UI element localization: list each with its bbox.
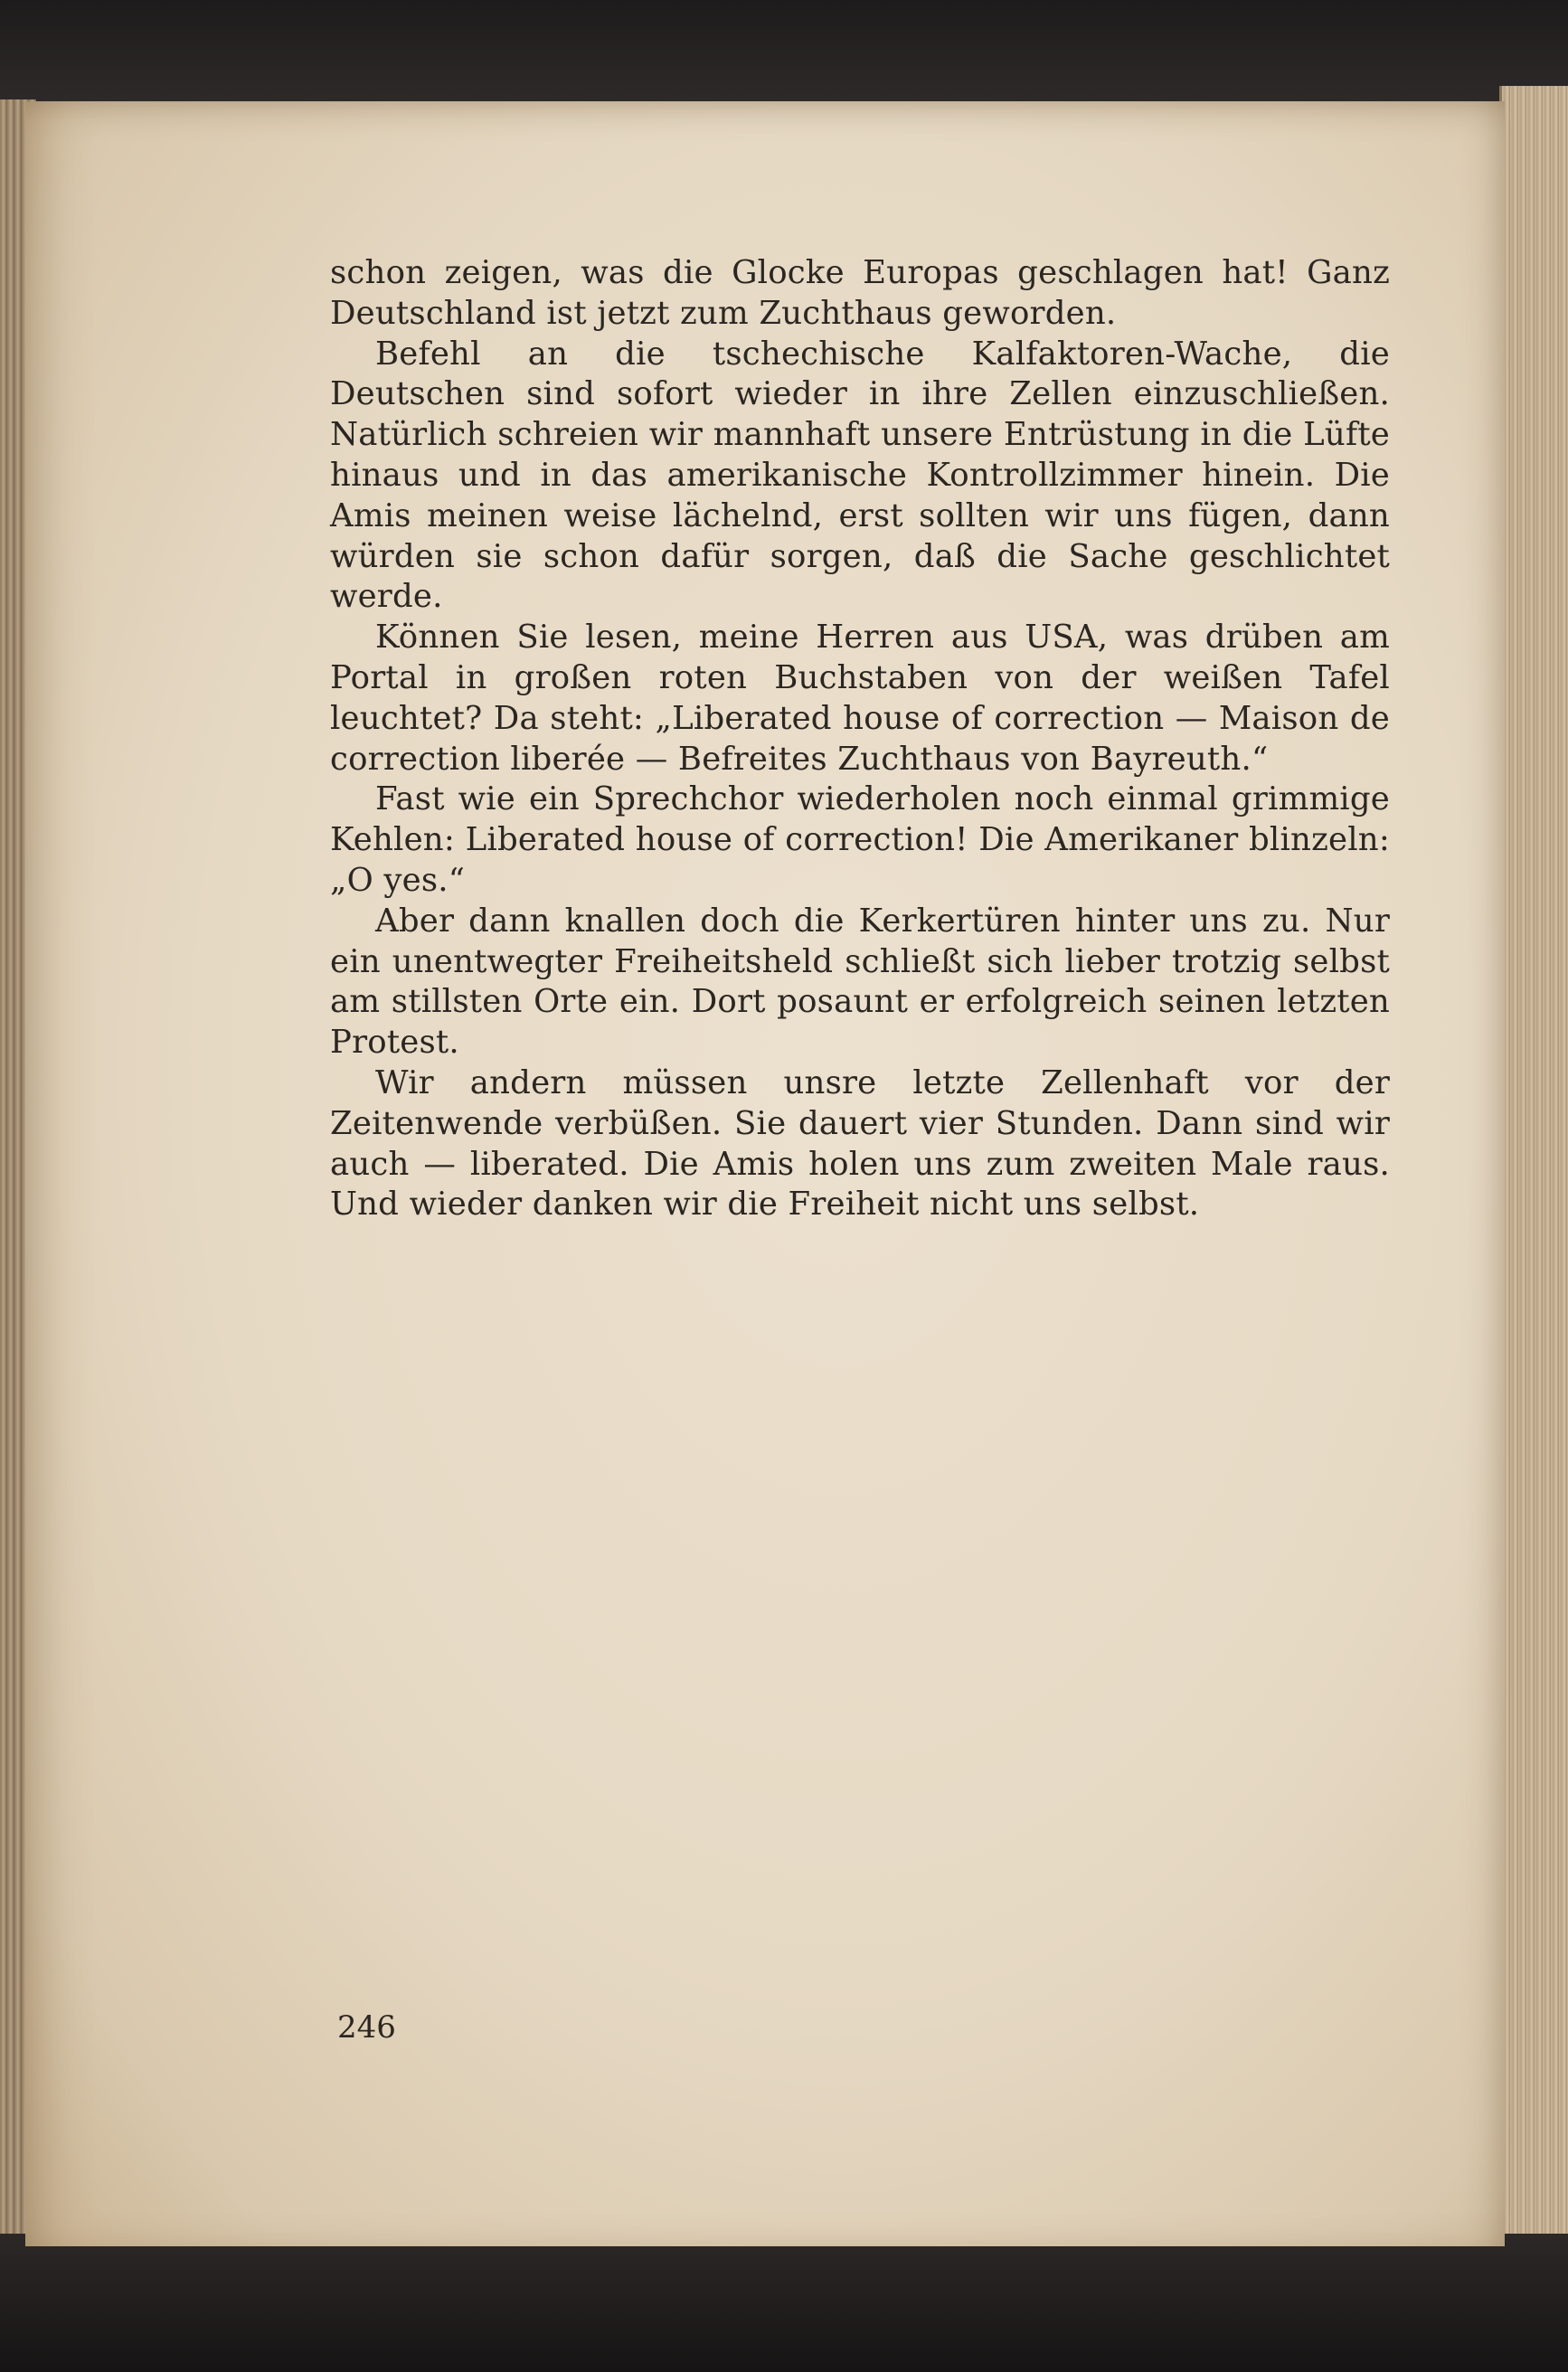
page-number: 246 xyxy=(337,2009,396,2046)
backdrop-bottom xyxy=(0,2234,1568,2372)
paragraph-3: Können Sie lesen, meine Herren aus USA, was drüben am Portal in großen roten Buchstaben von der weißen Tafel leuchtet? Da steht: „Liberated house of correction — Maison de correction liberée — Befreites Zuchthaus von Bayreuth.“ xyxy=(330,619,1390,778)
paragraph-6: Wir andern müssen unsre letzte Zellenhaft vor der Zeitenwende verbüßen. Sie dauert vier Stunden. Dann sind wir auch — liberated. Die Amis holen uns zum zweiten Male raus. Und wieder danken wir die Freiheit nicht uns selbst. xyxy=(330,1063,1390,1224)
book-page xyxy=(25,101,1505,2246)
body-text xyxy=(330,253,1390,1225)
paragraph-4: Fast wie ein Sprechchor wiederholen noch einmal grimmige Kehlen: Liberated house of correction! Die Amerikaner blinzeln: „O yes.“ xyxy=(330,780,1390,899)
paragraph-2: Befehl an die tschechische Kalfaktoren-Wache, die Deutschen sind sofort wieder in ihre Zellen einzuschließen. Natürlich schreien wir mannhaft unsere Entrüstung in die Lüfte hinaus und in das amerikanische Kontrollzimmer hinein. Die Amis meinen weise lächelnd, erst sollten wir uns fügen, dann würden sie schon dafür sorgen, daß die Sache geschlichtet werde. xyxy=(330,335,1390,616)
backdrop-top xyxy=(0,0,1568,104)
paragraph-5: Aber dann knallen doch die Kerkertüren hinter uns zu. Nur ein unentwegter Freiheitsheld schließt sich lieber trotzig selbst am stillsten Orte ein. Dort posaunt er erfolgreich seinen letzten Protest. xyxy=(330,902,1390,1062)
page-stack-edge xyxy=(1499,86,1568,2247)
paragraph-1: schon zeigen, was die Glocke Europas geschlagen hat! Ganz Deutschland ist jetzt zum Zuchthaus geworden. xyxy=(330,254,1390,332)
